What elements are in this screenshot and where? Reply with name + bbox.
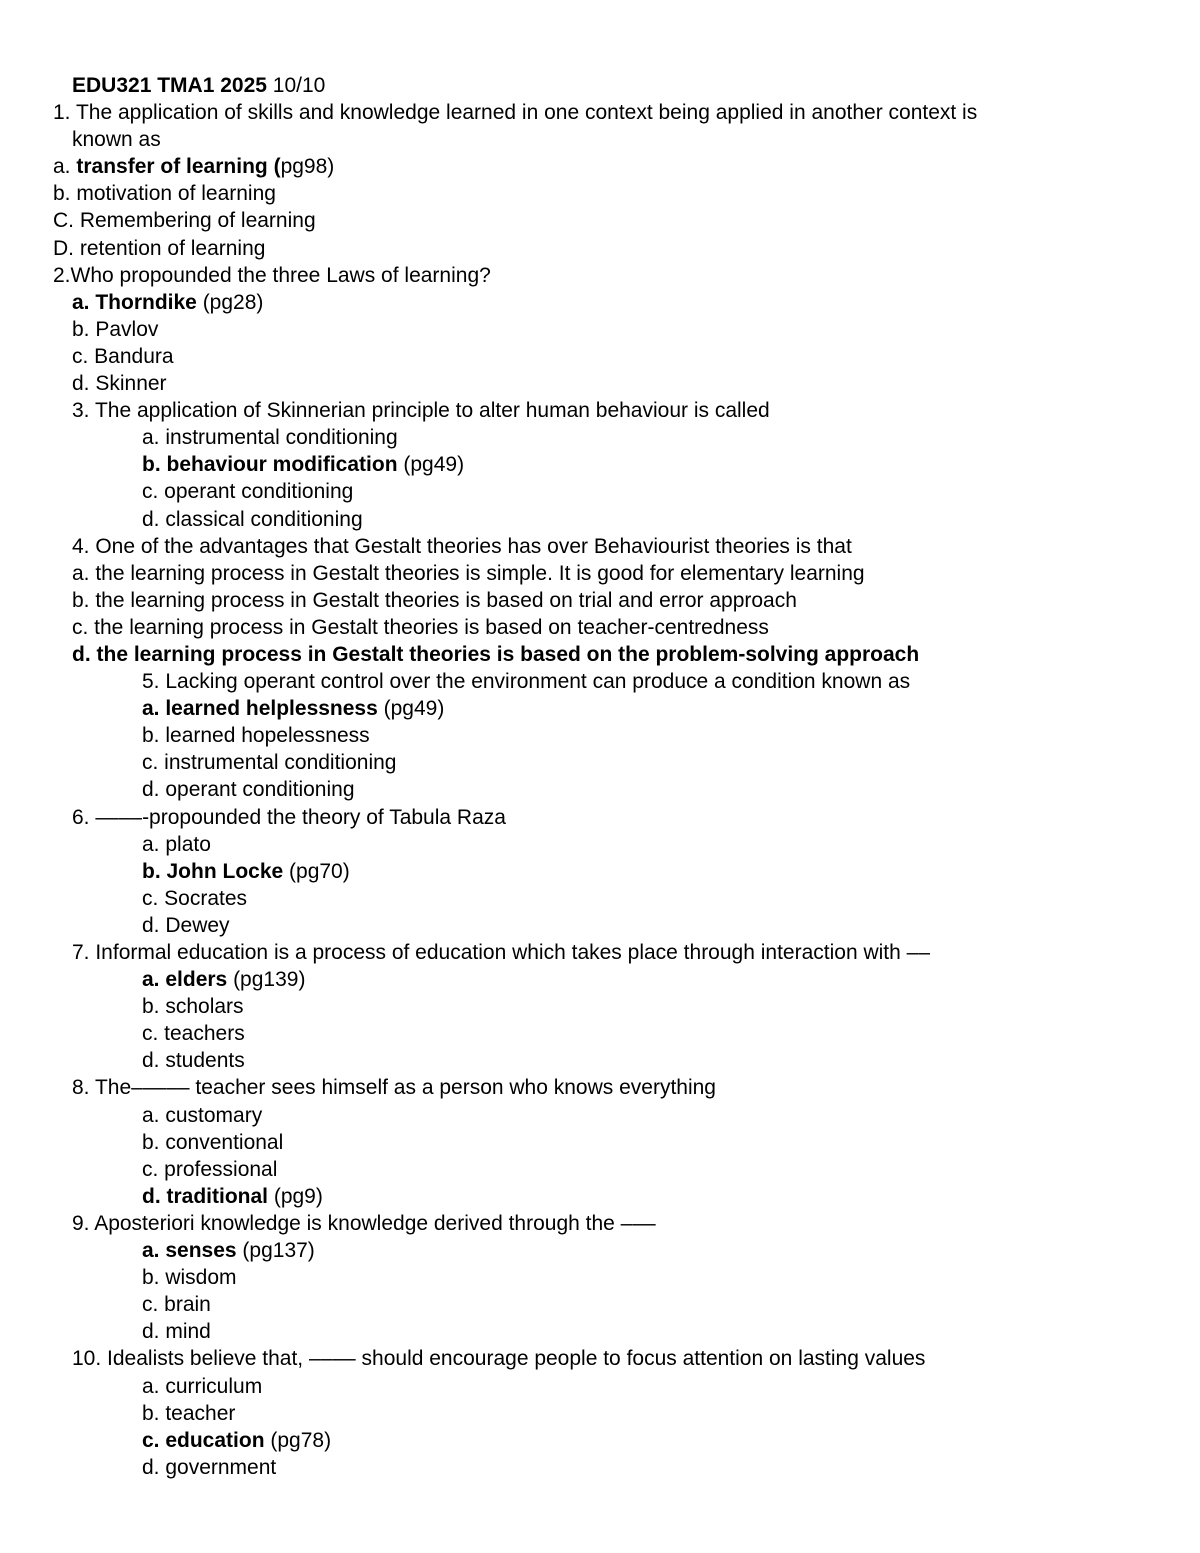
text-run: d. government — [142, 1455, 277, 1479]
text-run: 6. ––––-propounded the theory of Tabula Raza — [72, 805, 506, 829]
text-line — [0, 1020, 1200, 1047]
text-line — [0, 424, 1200, 451]
text-line — [0, 506, 1200, 533]
text-line — [0, 1400, 1200, 1427]
text-run: a. customary — [142, 1103, 263, 1127]
text-run: 10. Idealists believe that, –––– should encourage people to focus attention on lasting values — [72, 1347, 926, 1371]
text-line — [0, 1291, 1200, 1318]
text-line — [0, 587, 1200, 614]
text-line — [0, 993, 1200, 1020]
text-line — [0, 1210, 1200, 1237]
document-title — [0, 72, 1200, 99]
text-line — [0, 695, 1200, 722]
answer-text: b. John Locke — [142, 859, 284, 883]
text-run: c. instrumental conditioning — [142, 751, 397, 775]
text-run: 10/10 — [266, 74, 326, 97]
text-run: C. Remembering of learning — [53, 209, 316, 233]
text-line — [0, 749, 1200, 776]
text-run: a. plato — [142, 832, 211, 856]
text-line — [0, 1047, 1200, 1074]
text-run: b. conventional — [142, 1130, 284, 1154]
text-run: (pg9) — [268, 1184, 323, 1208]
answer-text: transfer of learning ( — [76, 155, 281, 179]
text-run: d. Skinner — [72, 372, 167, 396]
text-run: d. classical conditioning — [142, 507, 363, 531]
text-line — [0, 1264, 1200, 1291]
text-run: a. curriculum — [142, 1374, 263, 1398]
answer-text: a. senses — [142, 1239, 237, 1263]
text-run: d. operant conditioning — [142, 778, 355, 802]
text-line — [0, 1454, 1200, 1481]
answer-text: EDU321 TMA1 2025 — [72, 74, 267, 97]
text-run: (pg78) — [264, 1428, 332, 1452]
text-run: (pg49) — [377, 697, 445, 721]
text-line — [0, 1074, 1200, 1101]
text-line — [0, 1183, 1200, 1210]
text-line — [0, 1373, 1200, 1400]
text-line — [0, 370, 1200, 397]
text-run: c. teachers — [142, 1022, 245, 1046]
text-line — [0, 1156, 1200, 1183]
text-run: b. the learning process in Gestalt theories is based on trial and error approach — [72, 588, 797, 612]
text-line — [0, 180, 1200, 207]
text-line — [0, 776, 1200, 803]
text-line — [0, 99, 1200, 126]
text-line — [0, 804, 1200, 831]
text-run: a. the learning process in Gestalt theories is simple. It is good for elementary learning — [72, 561, 865, 585]
text-line — [0, 316, 1200, 343]
text-line — [0, 722, 1200, 749]
text-run: c. brain — [142, 1293, 211, 1317]
text-run: 3. The application of Skinnerian principle to alter human behaviour is called — [72, 399, 770, 423]
text-line — [0, 1237, 1200, 1264]
answer-text: d. traditional — [142, 1184, 268, 1208]
text-line — [0, 831, 1200, 858]
text-line — [0, 262, 1200, 289]
text-run: b. wisdom — [142, 1266, 237, 1290]
text-line — [0, 207, 1200, 234]
text-run: d. mind — [142, 1320, 211, 1344]
text-line — [0, 478, 1200, 505]
text-run: 7. Informal education is a process of education which takes place through interaction with –– — [72, 941, 930, 964]
text-run: c. professional — [142, 1157, 278, 1181]
text-line — [0, 966, 1200, 993]
answer-text: a. elders — [142, 968, 228, 992]
text-run: d. students — [142, 1049, 245, 1073]
text-line — [0, 939, 1200, 966]
text-line — [0, 1318, 1200, 1345]
text-run: a. — [53, 155, 77, 179]
text-run: D. retention of learning — [53, 236, 266, 260]
text-line — [0, 560, 1200, 587]
text-run: d. Dewey — [142, 913, 230, 937]
text-line — [0, 614, 1200, 641]
answer-text: b. behaviour modification — [142, 453, 398, 477]
text-line — [0, 533, 1200, 560]
text-run: a. instrumental conditioning — [142, 426, 398, 450]
text-run: b. learned hopelessness — [142, 724, 370, 748]
text-run: c. the learning process in Gestalt theories is based on teacher-centredness — [72, 615, 769, 639]
text-run: b. motivation of learning — [53, 182, 276, 206]
text-line — [0, 289, 1200, 316]
document-body — [0, 72, 1200, 1481]
text-run: (pg137) — [236, 1239, 315, 1263]
text-run: 2.Who propounded the three Laws of learning? — [53, 263, 491, 287]
answer-text: c. education — [142, 1428, 265, 1452]
text-line — [0, 668, 1200, 695]
text-run: c. operant conditioning — [142, 480, 354, 504]
text-run: c. Socrates — [142, 886, 248, 910]
text-run: b. Pavlov — [72, 317, 159, 341]
text-line — [0, 1427, 1200, 1454]
text-run: 4. One of the advantages that Gestalt theories has over Behaviourist theories is that — [72, 534, 852, 558]
text-run: pg98) — [280, 155, 335, 179]
text-line — [0, 1345, 1200, 1372]
text-run: (pg49) — [397, 453, 465, 477]
text-line — [0, 126, 1200, 153]
text-line — [0, 1102, 1200, 1129]
text-run: known as — [72, 128, 161, 152]
answer-text: d. the learning process in Gestalt theories is based on the problem-solving approach — [72, 642, 920, 666]
answer-text: a. Thorndike — [72, 290, 197, 314]
text-line — [0, 397, 1200, 424]
text-line — [0, 451, 1200, 478]
text-run: 5. Lacking operant control over the environment can produce a condition known as — [142, 670, 911, 694]
text-line — [0, 885, 1200, 912]
text-line — [0, 343, 1200, 370]
text-line — [0, 641, 1200, 668]
text-line — [0, 153, 1200, 180]
text-line — [0, 858, 1200, 885]
text-run: (pg139) — [227, 968, 306, 992]
text-run: 1. The application of skills and knowledge learned in one context being applied in another context is — [53, 101, 978, 125]
text-run: (pg70) — [283, 859, 350, 883]
text-run: b. scholars — [142, 995, 244, 1019]
text-run: 8. The––––– teacher sees himself as a person who knows everything — [72, 1076, 716, 1100]
text-run: b. teacher — [142, 1401, 236, 1425]
text-line — [0, 235, 1200, 262]
text-run: 9. Aposteriori knowledge is knowledge derived through the ––– — [72, 1211, 656, 1235]
text-line — [0, 912, 1200, 939]
text-line — [0, 1129, 1200, 1156]
text-run: c. Bandura — [72, 344, 174, 368]
answer-text: a. learned helplessness — [142, 697, 378, 721]
text-run: (pg28) — [196, 290, 264, 314]
